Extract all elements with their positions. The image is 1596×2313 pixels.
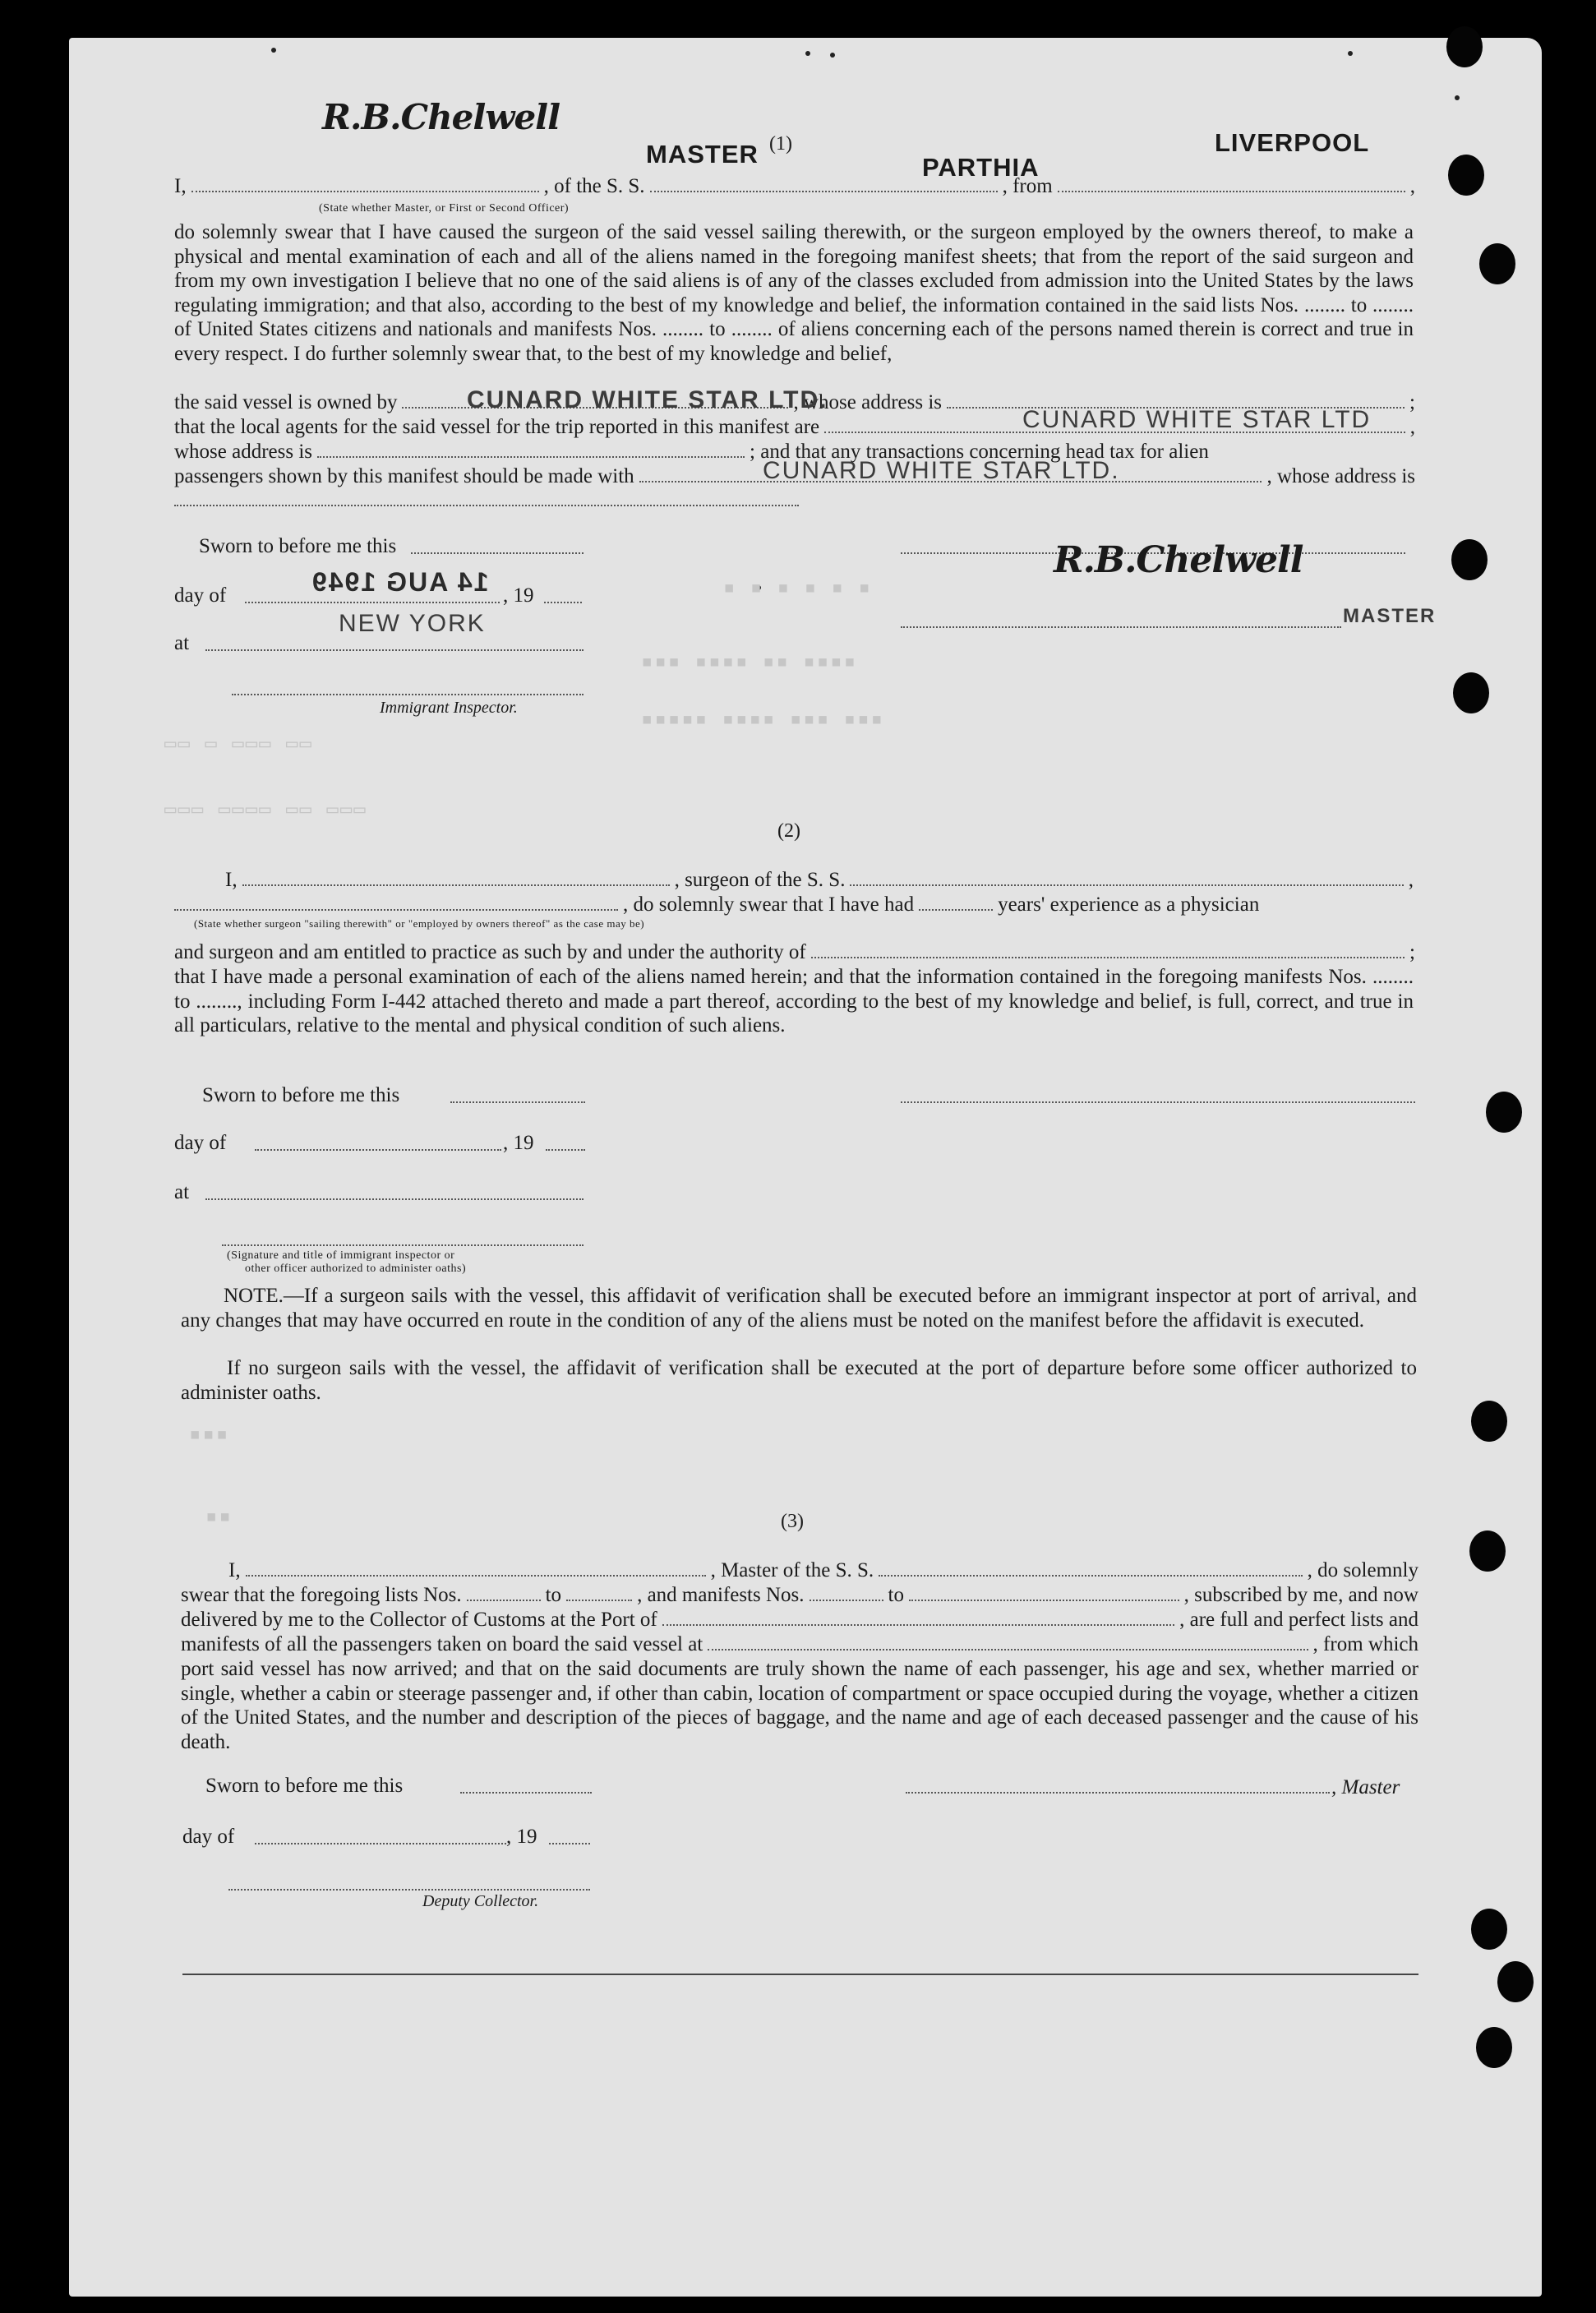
ship-name-stamp: PARTHIA bbox=[922, 153, 1040, 182]
punch-hole bbox=[1476, 2027, 1512, 2068]
rank-stamp: MASTER bbox=[646, 140, 759, 169]
punch-hole bbox=[1446, 26, 1483, 67]
s3-port-field[interactable] bbox=[662, 1608, 1174, 1626]
s2-at bbox=[174, 1180, 207, 1205]
s2-place-field[interactable] bbox=[205, 1197, 584, 1200]
label-at: at bbox=[174, 632, 190, 654]
inspector-label: Immigrant Inspector. bbox=[380, 699, 518, 717]
s2-signature-hint-1: (Signature and title of immigrant inspector or bbox=[227, 1249, 455, 1262]
label-taken-on-board: manifests of all the passengers taken on board the said vessel at bbox=[181, 1633, 703, 1655]
collector-signature-field[interactable] bbox=[228, 1887, 590, 1891]
label-authority: and surgeon and am entitled to practice as such by and under the authority of bbox=[174, 941, 806, 963]
s1-year bbox=[503, 584, 569, 608]
label-from-which: , from which bbox=[1312, 1633, 1418, 1655]
s1-year-field[interactable] bbox=[544, 600, 582, 603]
ink-speck bbox=[1455, 95, 1460, 100]
s1-day-label bbox=[174, 584, 256, 608]
label-owner-address: , whose address is bbox=[793, 391, 943, 413]
s2-line1: I, , surgeon of the S. S. , bbox=[225, 869, 1414, 891]
punch-hole bbox=[1471, 1401, 1507, 1442]
bleed-through: ▪▪▪ ▪▪▪▪ ▪▪ ▪▪▪▪ bbox=[641, 649, 858, 672]
label-at: at bbox=[174, 1181, 190, 1203]
label-do-solemnly: , do solemnly bbox=[1307, 1559, 1418, 1581]
s3-line1 bbox=[228, 1558, 1418, 1583]
s2-day bbox=[174, 1131, 256, 1156]
s1-sworn-field[interactable] bbox=[411, 551, 584, 554]
s1-sworn-line bbox=[199, 534, 445, 559]
section3-paragraph: port said vessel has now arrived; and that on the said documents are truly shown the name of each passenger, his age and sex, whether married or single, whether a cabin or steerage passenger and, if other than cabin, location of compartment or space occupied during the voyage, whether a citizen of the United States, and the number and description of the pieces of baggage, and the name and age of each deceased passenger and the cause of his death. bbox=[181, 1658, 1418, 1753]
label-to: to bbox=[888, 1584, 904, 1606]
label-day-of: day of bbox=[174, 1132, 227, 1154]
punch-hole bbox=[1479, 243, 1515, 284]
label-from: , from bbox=[1002, 175, 1053, 197]
s3-ship-field[interactable] bbox=[879, 1558, 1302, 1577]
label-owned-by: the said vessel is owned by bbox=[174, 391, 398, 413]
punch-hole bbox=[1497, 1961, 1534, 2002]
section1-number: (1) bbox=[769, 133, 792, 155]
label-sworn: Sworn to before me this bbox=[202, 1084, 400, 1106]
head-tax-address-field[interactable] bbox=[174, 503, 799, 506]
s3-master-signature-field[interactable] bbox=[906, 1790, 1330, 1794]
s3-line3 bbox=[181, 1608, 1418, 1632]
label-year: , 19 bbox=[503, 1132, 534, 1154]
label-years-experience: , do solemnly swear that I have had bbox=[623, 893, 915, 916]
surgeon-status-field[interactable] bbox=[174, 893, 618, 911]
ink-speck bbox=[830, 53, 835, 58]
note-paragraph-2: If no surgeon sails with the vessel, the affidavit of verification shall be executed at the port of departure before some officer authorized to administer oaths. bbox=[181, 1357, 1417, 1404]
s3-lists-from-field[interactable] bbox=[467, 1583, 541, 1601]
punch-hole bbox=[1448, 155, 1484, 196]
punch-hole bbox=[1471, 1909, 1507, 1950]
signature-bottom: R.B.Chelwell bbox=[1054, 539, 1303, 581]
label-master: , Master bbox=[1331, 1776, 1400, 1798]
bleed-through: ▭▭ ▭ ▭▭▭ ▭▭ bbox=[164, 732, 313, 755]
punch-hole bbox=[1469, 1530, 1506, 1572]
label-to: to bbox=[545, 1584, 562, 1606]
label-manifests-nos: , and manifests Nos. bbox=[637, 1584, 805, 1606]
s3-manifests-to-field[interactable] bbox=[909, 1583, 1179, 1601]
head-tax-stamp: CUNARD WHITE STAR LTD. bbox=[763, 457, 1120, 484]
punch-hole bbox=[1451, 539, 1488, 580]
label-port-of: delivered by me to the Collector of Customs at the Port of bbox=[181, 1609, 657, 1631]
s2-year-field[interactable] bbox=[546, 1147, 585, 1151]
inspector-signature-field[interactable] bbox=[232, 692, 584, 695]
s3-year bbox=[506, 1825, 572, 1849]
ink-speck bbox=[805, 51, 810, 56]
punch-hole bbox=[1453, 672, 1489, 713]
master-signature-field[interactable] bbox=[901, 625, 1341, 628]
ink-speck bbox=[1348, 51, 1353, 56]
s3-date-field[interactable] bbox=[255, 1841, 506, 1844]
bleed-through: ▪▪ bbox=[205, 1504, 233, 1527]
s1-place-field[interactable] bbox=[205, 648, 584, 651]
label-year: , 19 bbox=[503, 584, 534, 607]
label-agents: that the local agents for the said vessel for the trip reported in this manifest are bbox=[174, 416, 820, 438]
s3-line4 bbox=[181, 1632, 1418, 1657]
section2-number: (2) bbox=[777, 820, 800, 842]
s3-boarding-port-field[interactable] bbox=[708, 1632, 1308, 1650]
label-sworn: Sworn to before me this bbox=[199, 535, 397, 557]
label-day-of: day of bbox=[174, 584, 227, 607]
section2-paragraph: that I have made a personal examination of each of the aliens named herein; and that the information contained in the foregoing manifests Nos. ........ to ........, including Form I-442 attached thereto and made a part thereof, according to the best of my knowledge and belief, is full, correct, and true in all particulars, relative to the mental and physical condition of such aliens. bbox=[174, 966, 1414, 1036]
date-stamp: 14 AUG 1949 bbox=[311, 567, 489, 597]
s3-sworn bbox=[205, 1774, 452, 1798]
label-sworn: Sworn to before me this bbox=[205, 1775, 404, 1797]
s2-sworn-field[interactable] bbox=[450, 1100, 585, 1103]
bleed-through: ▪▪▪ bbox=[189, 1422, 230, 1445]
s2-line3: and surgeon and am entitled to practice as such by and under the authority of ; bbox=[174, 941, 1415, 963]
section3-number: (3) bbox=[781, 1511, 804, 1532]
place-stamp: NEW YORK bbox=[339, 610, 486, 637]
surgeon-name-field[interactable] bbox=[242, 868, 670, 886]
years-field[interactable] bbox=[919, 893, 993, 911]
s3-year-field[interactable] bbox=[549, 1841, 590, 1844]
section1-paragraph: do solemnly swear that I have caused the surgeon of the said vessel sailing therewith, or the surgeon employed by the owners thereof, to make a physical and mental examination of each and all of the aliens named in the foregoing manifest sheets; that from the report of the said surgeon and from my own investigation I believe that no one of the said aliens is of any of the classes excluded from admission into the United States by the laws regulating immigration; and that also, according to the best of my knowledge and belief, the information contained in the said lists Nos. ........ to ........ of United States citizens and nationals and manifests Nos. ........ to ........ of aliens concerning each of the persons named therein is correct and true in every respect. I do further solemnly swear that, to the best of my knowledge and belief, bbox=[174, 221, 1414, 365]
label-full-perfect: , are full and perfect lists and bbox=[1179, 1609, 1418, 1631]
label-head-tax-address: , whose address is bbox=[1266, 465, 1415, 487]
label-lists-nos: swear that the foregoing lists Nos. bbox=[181, 1584, 462, 1606]
label-year: , 19 bbox=[506, 1826, 537, 1848]
s3-day bbox=[182, 1825, 265, 1849]
manifest-sheet bbox=[69, 38, 1542, 2297]
s2-line2 bbox=[174, 893, 1415, 917]
ink-speck bbox=[271, 48, 276, 53]
label-master-of: , Master of the S. S. bbox=[710, 1559, 874, 1581]
s3-lists-to-field[interactable] bbox=[566, 1583, 632, 1601]
s3-sworn-field[interactable] bbox=[460, 1790, 592, 1794]
label-physician: years' experience as a physician bbox=[998, 893, 1260, 916]
surgeon-status-hint: (State whether surgeon "sailing therewith" or "employed by owners thereof" as the case may be) bbox=[194, 917, 645, 930]
s2-year bbox=[503, 1131, 569, 1156]
deputy-collector-label: Deputy Collector. bbox=[422, 1892, 539, 1910]
s3-master-label bbox=[1331, 1775, 1422, 1800]
label-of-ss: , of the S. S. bbox=[543, 175, 645, 197]
departure-port-stamp: LIVERPOOL bbox=[1215, 128, 1370, 157]
master-suffix-stamp: MASTER bbox=[1343, 605, 1437, 627]
s2-ship-field[interactable] bbox=[850, 868, 1403, 886]
label-head-tax: ; and that any transactions concerning head tax for alien bbox=[750, 441, 1209, 463]
owner-stamp: CUNARD WHITE STAR LTD. bbox=[467, 386, 828, 413]
rank-hint: (State whether Master, or First or Second Officer) bbox=[319, 202, 570, 215]
owned-by-line: the said vessel is owned by , whose address is ; bbox=[174, 391, 1415, 413]
bleed-through: ▪▪▪▪▪ ▪▪▪▪ ▪▪▪ ▪▪▪ bbox=[641, 707, 885, 730]
label-agents-address: whose address is bbox=[174, 441, 313, 463]
label-head-tax-with: passengers shown by this manifest should be made with bbox=[174, 465, 634, 487]
agents-address-field[interactable] bbox=[317, 440, 745, 458]
s2-sworn bbox=[202, 1083, 449, 1108]
label-subscribed: , subscribed by me, and now bbox=[1183, 1584, 1418, 1606]
s2-signature-hint-2: other officer authorized to administer oaths) bbox=[245, 1263, 467, 1275]
rank-field[interactable] bbox=[191, 174, 539, 192]
s2-date-field[interactable] bbox=[255, 1147, 501, 1151]
signature-top: R.B.Chelwell bbox=[322, 97, 560, 137]
label-i: I, bbox=[225, 869, 238, 891]
s3-line2 bbox=[181, 1583, 1418, 1608]
authority-field[interactable] bbox=[811, 940, 1405, 958]
bleed-through: ▭▭▭ ▭▭▭▭ ▭▭ ▭▭▭ bbox=[164, 797, 367, 820]
s1-date-field[interactable] bbox=[245, 600, 500, 603]
label-day-of: day of bbox=[182, 1826, 235, 1848]
note-paragraph-1: NOTE.—If a surgeon sails with the vessel, this affidavit of verification shall be executed before an immigrant inspector at port of arrival, and any changes that may have occurred en route in the condition of any of the aliens must be noted on the manifest before the affidavit is executed. bbox=[181, 1285, 1417, 1332]
ship-field[interactable] bbox=[650, 174, 998, 192]
bottom-rule bbox=[182, 1973, 1418, 1975]
s3-manifests-from-field[interactable] bbox=[810, 1583, 883, 1601]
agents-line: that the local agents for the said vessel for the trip reported in this manifest are , bbox=[174, 416, 1415, 438]
bleed-through: ▪ ▪ ▪ ▪ ▪ ▪ bbox=[723, 575, 872, 598]
s2-surgeon-signature-field[interactable] bbox=[901, 1100, 1415, 1103]
s1-at-label bbox=[174, 631, 207, 656]
label-i: I, bbox=[174, 175, 187, 197]
agents-stamp: CUNARD WHITE STAR LTD bbox=[1022, 406, 1372, 433]
section1-line1: I, , of the S. S. , from , bbox=[174, 175, 1416, 197]
label-i: I, bbox=[228, 1559, 241, 1581]
s3-master-name-field[interactable] bbox=[246, 1558, 706, 1577]
punch-hole bbox=[1486, 1092, 1522, 1133]
from-field[interactable] bbox=[1058, 174, 1405, 192]
s2-officer-signature-field[interactable] bbox=[222, 1243, 584, 1246]
label-surgeon-of: , surgeon of the S. S. bbox=[674, 869, 846, 891]
